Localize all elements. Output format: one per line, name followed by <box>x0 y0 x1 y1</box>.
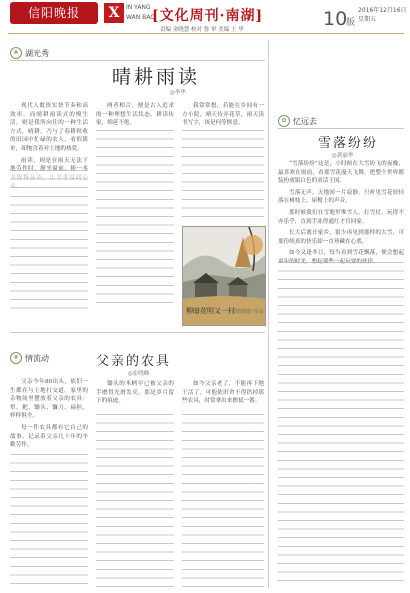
section-divider <box>278 128 404 129</box>
article-1-title: 晴耕雨读 <box>112 66 201 88</box>
heart-icon: ❦ <box>10 352 22 364</box>
issue-date <box>358 6 407 24</box>
x-mark-logo: X <box>104 3 124 23</box>
issue-weekday: 星期五 <box>358 16 377 23</box>
article-2-paragraph: 锄头的木柄早已被父亲的手磨得光滑发亮，那是岁月留下的痕迹。 <box>96 381 174 405</box>
article-1-paragraph: 我常常想，若能在乡间有一方小院，晴天侍弄花草，雨天读书写字，该是何等惬意。 <box>182 103 264 127</box>
issue-date-line: 2016年12月16日 <box>358 7 407 14</box>
flower-icon: ✿ <box>278 115 290 127</box>
article-1-author: ◎李华 <box>170 90 186 96</box>
article-1-paragraph: 两者相合，便是古人追求的一种理想生活状态，耕读传家，绵延不绝。 <box>96 103 174 127</box>
article-1-text-lines <box>10 170 88 310</box>
article-1-text-lines <box>182 130 264 222</box>
article-3-title: 雪落纷纷 <box>318 136 379 151</box>
article-2-paragraph: 父亲今年80出头，依旧一生都在与土地打交道。家里的杂物间里摆放着父亲的农具：犁、耙、锄头、镰刀、扁担，样样俱全。 <box>10 379 88 420</box>
article-2-paragraph: 每一件农具都有它自己的故事，记录着父亲几十年的辛勤劳作。 <box>10 424 88 449</box>
header-divider <box>8 33 404 34</box>
memory-badge-label: 忆远去 <box>293 116 317 126</box>
article-1-text-lines <box>96 130 174 310</box>
photo-caption: 柳暗花明又一村 <box>186 307 235 315</box>
article-3-paragraph: 如今又逢冬日，每当看到雪花飘落，便会想起 <box>289 250 404 257</box>
page-number: 10 <box>323 8 348 30</box>
page-unit: 版 <box>346 18 356 28</box>
section-title: [文化周刊·南湖] <box>152 8 264 24</box>
article-3-paragraph: 那时候我们在雪地里堆雪人、打雪仗，玩得不亦乐乎，直到手冻得通红才肯回家。 <box>278 209 404 225</box>
logo-subtitle <box>126 3 155 23</box>
article-3-author: ◎黄丽华 <box>332 153 354 159</box>
article-2-paragraph: 如今父亲老了，不能再下地干活了，可他依旧舍不得扔掉那些农具，时常拿出来擦拭一番。 <box>182 381 264 405</box>
article-3-paragraph: 长大后离开家乡，很少再见到那样的大雪，可那份纯真的快乐却一直珍藏在心底。 <box>278 230 404 245</box>
article-1-paragraph: 雨读，则是在雨天无法下 <box>21 157 88 164</box>
logo-subtitle-line-1: IN YANG <box>126 4 151 11</box>
column-divider <box>268 40 269 588</box>
article-2-title: 父亲的农具 <box>96 354 172 369</box>
article-3-paragraph: 雪落无声，天地间一片寂静，只听见雪花轻轻落在树枝上、屋檐上的声音。 <box>278 189 404 205</box>
hunan-section-badge <box>10 47 49 59</box>
hunan-badge-label: 湖光秀 <box>25 48 49 58</box>
article-2-text-lines <box>10 454 88 588</box>
sentiment-section-badge <box>10 352 49 364</box>
article-3-paragraph: “雪落纷纷”这是，小时候在大雪纷飞的夜晚，最喜欢在窗前，看那雪花漫天飞舞，把整个世界都装扮成银白色的童话王国。 <box>278 161 404 185</box>
article-2-text-lines <box>96 414 174 588</box>
article-1-paragraph: 现代人耽资实快节奏和高效率，而晴耕雨读式的慢生活，则是我所向往的一种生活方式。晴耕，乃与了春耕秋收的田园中忙碌的农人，看似简单，却饱含着对土地的热爱。 <box>10 103 88 152</box>
section-divider <box>10 332 265 333</box>
photo-credit: 刘晓摄影 作品 <box>232 309 264 315</box>
section-divider <box>10 60 265 61</box>
editor-credits: 责编 金晓慧 校对 鲁 审 美编 王 华 <box>160 27 244 33</box>
article-2-text-lines <box>182 414 264 588</box>
newspaper-logo: 信阳晚报 <box>10 2 98 24</box>
logo-subtitle-line-2: WAN BAO <box>126 14 155 21</box>
leaf-icon: ❀ <box>10 47 22 59</box>
article-2-author: ◎崔晓峰 <box>128 371 150 377</box>
memory-section-badge <box>278 115 317 127</box>
article-3-text-lines <box>278 262 404 588</box>
sentiment-badge-label: 情流动 <box>25 353 49 363</box>
